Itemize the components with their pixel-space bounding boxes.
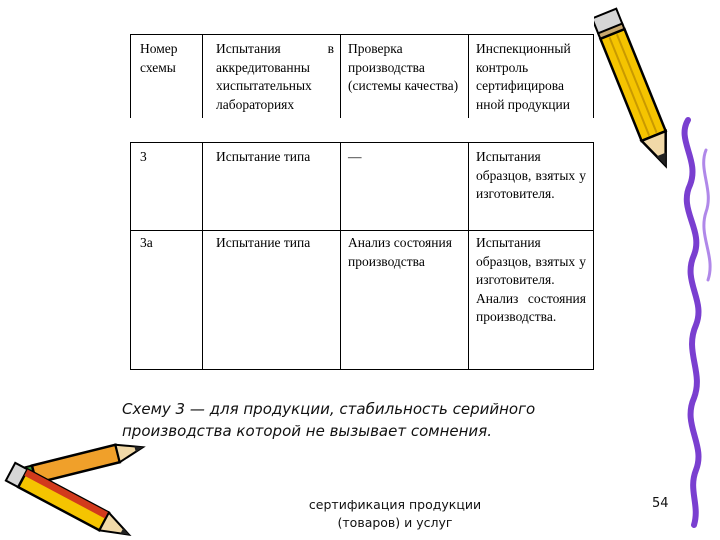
slide-caption: Схему 3 — для продукции, стабильность серийного производства которой не вызывает сомнения. <box>122 400 536 440</box>
header-scheme-number: Номер схемы <box>140 41 178 75</box>
pencil-icon <box>594 0 674 185</box>
table-border <box>593 34 594 118</box>
footer-title: сертификация продукции (товаров) и услуг <box>308 497 482 530</box>
row-inspection-control: Испытания образцов, взятых у изготовителя. <box>476 149 586 201</box>
table-border <box>202 142 203 370</box>
table-border <box>130 34 594 35</box>
crossed-pencils-icon <box>0 428 160 540</box>
row-production-check: Анализ состояния производства <box>348 235 452 269</box>
table-border <box>130 34 131 118</box>
table-border <box>340 142 341 370</box>
table-border <box>468 142 469 370</box>
header-production-check: Проверка производства (системы качества) <box>348 41 459 93</box>
table-border <box>130 142 594 143</box>
table-border <box>340 34 341 118</box>
row-scheme-number: 3 <box>140 149 147 164</box>
table-border <box>130 230 594 231</box>
row-inspection-control: Испытания образцов, взятых у изготовителя. Анализ состояния производства. <box>476 235 586 324</box>
certification-schemes-table <box>130 34 594 370</box>
row-testing: Испытание типа <box>216 149 311 164</box>
table-border <box>130 142 131 370</box>
header-inspection-control: Инспекционный контроль сертифицирова нной продукции <box>476 41 571 112</box>
table-border <box>593 142 594 370</box>
row-production-check: — <box>348 149 362 164</box>
row-scheme-number: 3а <box>140 235 153 250</box>
row-testing: Испытание типа <box>216 235 311 250</box>
table-border <box>202 34 203 118</box>
page-number: 54 <box>652 496 669 511</box>
table-border <box>130 369 594 370</box>
header-accredited-testing: Испытания в аккредитованны хиспытательных лабораториях <box>216 41 334 112</box>
table-border <box>468 34 469 118</box>
